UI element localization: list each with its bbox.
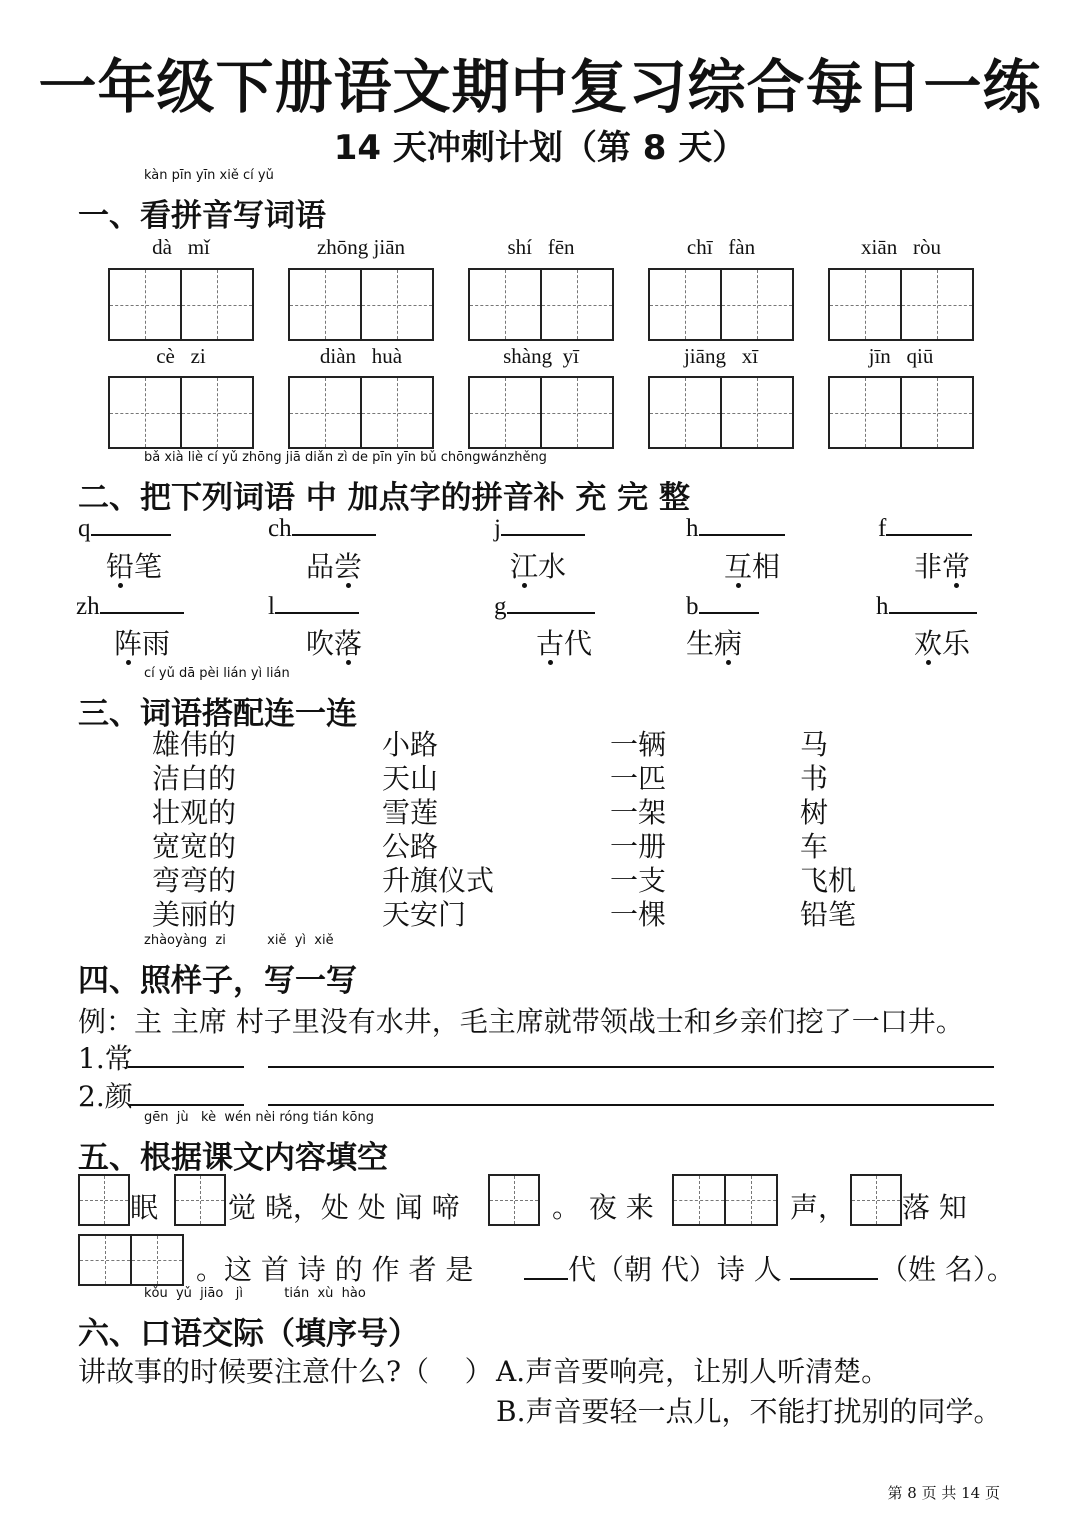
answer-line[interactable] xyxy=(268,1104,994,1106)
dotted-word: 江水 xyxy=(510,550,567,583)
match-item[interactable]: 洁白的 xyxy=(152,762,237,795)
match-item[interactable]: 铅笔 xyxy=(800,898,857,931)
answer-line[interactable] xyxy=(128,1104,244,1106)
page-number: 第 8 页 共 14 页 xyxy=(887,1484,1000,1502)
match-item[interactable]: 美丽的 xyxy=(152,898,237,931)
section-1-heading xyxy=(78,168,326,235)
pinyin-label: dà mǐ xyxy=(152,235,210,259)
match-item[interactable]: 树 xyxy=(800,796,829,829)
pinyin-label: xiān ròu xyxy=(861,235,941,259)
emphasis-dot xyxy=(346,583,351,588)
answer-line[interactable] xyxy=(790,1278,878,1280)
dotted-word: 生病 xyxy=(686,627,743,660)
section-5-heading xyxy=(78,1110,388,1177)
answer-line[interactable] xyxy=(268,1066,994,1068)
writing-grid[interactable] xyxy=(648,268,794,341)
match-item[interactable]: 车 xyxy=(800,830,829,863)
pinyin-blank[interactable]: h xyxy=(876,590,977,621)
section-1-pinyin: kàn pīn yīn xiě cí yǔ xyxy=(144,168,274,183)
pinyin-label: jīn qiū xyxy=(868,344,934,368)
match-item[interactable]: 一册 xyxy=(610,830,667,863)
section-6-heading xyxy=(78,1286,419,1353)
writing-grid[interactable] xyxy=(828,376,974,449)
writing-box[interactable] xyxy=(488,1174,540,1226)
section-1-title: 一、看拼音写词语 xyxy=(78,198,326,234)
writing-box[interactable] xyxy=(78,1234,184,1286)
match-item[interactable]: 雪莲 xyxy=(382,796,439,829)
emphasis-dot xyxy=(126,660,131,665)
pinyin-label: shí fēn xyxy=(507,235,575,259)
dotted-word: 品尝 xyxy=(306,550,363,583)
section-2-heading xyxy=(78,450,690,517)
writing-grid[interactable] xyxy=(288,376,434,449)
match-item[interactable]: 雄伟的 xyxy=(152,728,237,761)
match-item[interactable]: 宽宽的 xyxy=(152,830,237,863)
pinyin-blank[interactable]: zh xyxy=(76,590,184,621)
emphasis-dot xyxy=(736,583,741,588)
emphasis-dot xyxy=(118,583,123,588)
answer-line[interactable] xyxy=(524,1278,568,1280)
writing-grid[interactable] xyxy=(828,268,974,341)
dotted-word: 吹落 xyxy=(306,627,363,660)
emphasis-dot xyxy=(346,660,351,665)
option-b: B.声音要轻一点儿，不能打扰别的同学。 xyxy=(496,1395,1002,1428)
emphasis-dot xyxy=(954,583,959,588)
writing-grid[interactable] xyxy=(288,268,434,341)
poem-text: 代（朝 代）诗 人 xyxy=(568,1253,782,1286)
pinyin-label: jiāng xī xyxy=(683,344,759,368)
page-subtitle: 14 天冲刺计划（第 8 天） xyxy=(333,128,747,168)
writing-grid[interactable] xyxy=(468,268,614,341)
match-item[interactable]: 壮观的 xyxy=(152,796,237,829)
pinyin-label: diàn huà xyxy=(319,344,403,368)
section-4-heading xyxy=(78,933,357,1000)
dotted-word: 阵雨 xyxy=(114,627,171,660)
emphasis-dot xyxy=(548,660,553,665)
pinyin-blank[interactable]: g xyxy=(494,590,595,621)
pinyin-blank[interactable]: ch xyxy=(268,512,376,543)
poem-text: （姓 名）。 xyxy=(880,1253,1015,1286)
match-item[interactable]: 天山 xyxy=(382,762,439,795)
pinyin-blank[interactable]: h xyxy=(686,512,785,543)
option-a: A.声音要响亮，让别人听清楚。 xyxy=(496,1355,890,1388)
match-item[interactable]: 天安门 xyxy=(382,898,467,931)
dotted-word: 铅笔 xyxy=(106,550,163,583)
question-1-label: 1.常 xyxy=(78,1042,133,1075)
pinyin-label: chī fàn xyxy=(686,235,756,259)
match-column-3 xyxy=(610,728,666,932)
example-sentence: 例：主 主席 村子里没有水井，毛主席就带领战士和乡亲们挖了一口井。 xyxy=(78,1005,964,1038)
emphasis-dot xyxy=(522,583,527,588)
section-3-pinyin: cí yǔ dā pèi lián yì lián xyxy=(144,666,290,681)
section-6-pinyin: kǒu yǔ jiāo jì tián xù hào xyxy=(144,1286,366,1301)
writing-box[interactable] xyxy=(78,1174,130,1226)
writing-box[interactable] xyxy=(672,1174,778,1226)
match-item[interactable]: 飞机 xyxy=(800,864,857,897)
writing-grid[interactable] xyxy=(108,268,254,341)
dotted-word: 互相 xyxy=(724,550,781,583)
dotted-word: 非常 xyxy=(914,550,971,583)
question-2-label: 2.颜 xyxy=(78,1080,133,1113)
match-item[interactable]: 一匹 xyxy=(610,762,667,795)
writing-grid[interactable] xyxy=(108,376,254,449)
poem-text: 。 夜 来 xyxy=(552,1191,654,1224)
answer-line[interactable] xyxy=(128,1066,244,1068)
match-item[interactable]: 马 xyxy=(800,728,829,761)
pinyin-blank[interactable]: j xyxy=(494,512,585,543)
match-item[interactable]: 书 xyxy=(800,762,829,795)
writing-grid[interactable] xyxy=(468,376,614,449)
match-column-1 xyxy=(152,728,236,932)
poem-text: 声， xyxy=(790,1191,847,1224)
section-4-pinyin: zhàoyàng zi xiě yì xiě xyxy=(144,933,334,948)
pinyin-label: shàng yī xyxy=(503,344,579,368)
poem-text: 觉 晓，处 处 闻 啼 xyxy=(228,1191,460,1224)
match-item[interactable]: 一支 xyxy=(610,864,667,897)
writing-box[interactable] xyxy=(850,1174,902,1226)
section-2-pinyin: bǎ xià liè cí yǔ zhōng jiā diǎn zì de pīn yīn bǔ chōngwánzhěng xyxy=(144,450,547,465)
section-3-heading xyxy=(78,666,357,733)
poem-text: 。这 首 诗 的 作 者 是 xyxy=(196,1253,474,1286)
emphasis-dot xyxy=(726,660,731,665)
match-item[interactable]: 公路 xyxy=(382,830,439,863)
writing-box[interactable] xyxy=(174,1174,226,1226)
page-title: 一年级下册语文期中复习综合每日一练 xyxy=(38,53,1042,121)
pinyin-blank[interactable]: l xyxy=(268,590,359,621)
section-5-title: 五、根据课文内容填空 xyxy=(78,1140,388,1176)
question-text: 讲故事的时候要注意什么?（ ） xyxy=(78,1355,493,1388)
section-4-title: 四、照样子，写一写 xyxy=(78,963,357,999)
pinyin-label: cè zi xyxy=(156,344,206,368)
pinyin-blank[interactable]: f xyxy=(878,512,972,543)
writing-grid[interactable] xyxy=(648,376,794,449)
match-column-4 xyxy=(800,728,856,932)
match-item[interactable]: 小路 xyxy=(382,728,439,761)
match-item[interactable]: 弯弯的 xyxy=(152,864,237,897)
dotted-word: 欢乐 xyxy=(914,627,971,660)
match-item[interactable]: 升旗仪式 xyxy=(382,864,495,897)
emphasis-dot xyxy=(926,660,931,665)
pinyin-blank[interactable]: b xyxy=(686,590,759,621)
pinyin-label: zhōng jiān xyxy=(316,235,406,259)
match-item[interactable]: 一棵 xyxy=(610,898,667,931)
section-5-pinyin: gēn jù kè wén nèi róng tián kōng xyxy=(144,1110,374,1125)
dotted-word: 古代 xyxy=(536,627,593,660)
match-item[interactable]: 一辆 xyxy=(610,728,667,761)
poem-text: 眠 xyxy=(130,1191,159,1224)
section-2-title: 二、把下列词语 中 加点字的拼音补 充 完 整 xyxy=(78,480,690,516)
section-3-title: 三、词语搭配连一连 xyxy=(78,696,357,732)
pinyin-blank[interactable]: q xyxy=(78,512,171,543)
match-item[interactable]: 一架 xyxy=(610,796,667,829)
section-6-title: 六、口语交际（填序号） xyxy=(78,1316,419,1352)
match-column-2 xyxy=(382,728,494,932)
poem-text: 落 知 xyxy=(902,1191,967,1224)
